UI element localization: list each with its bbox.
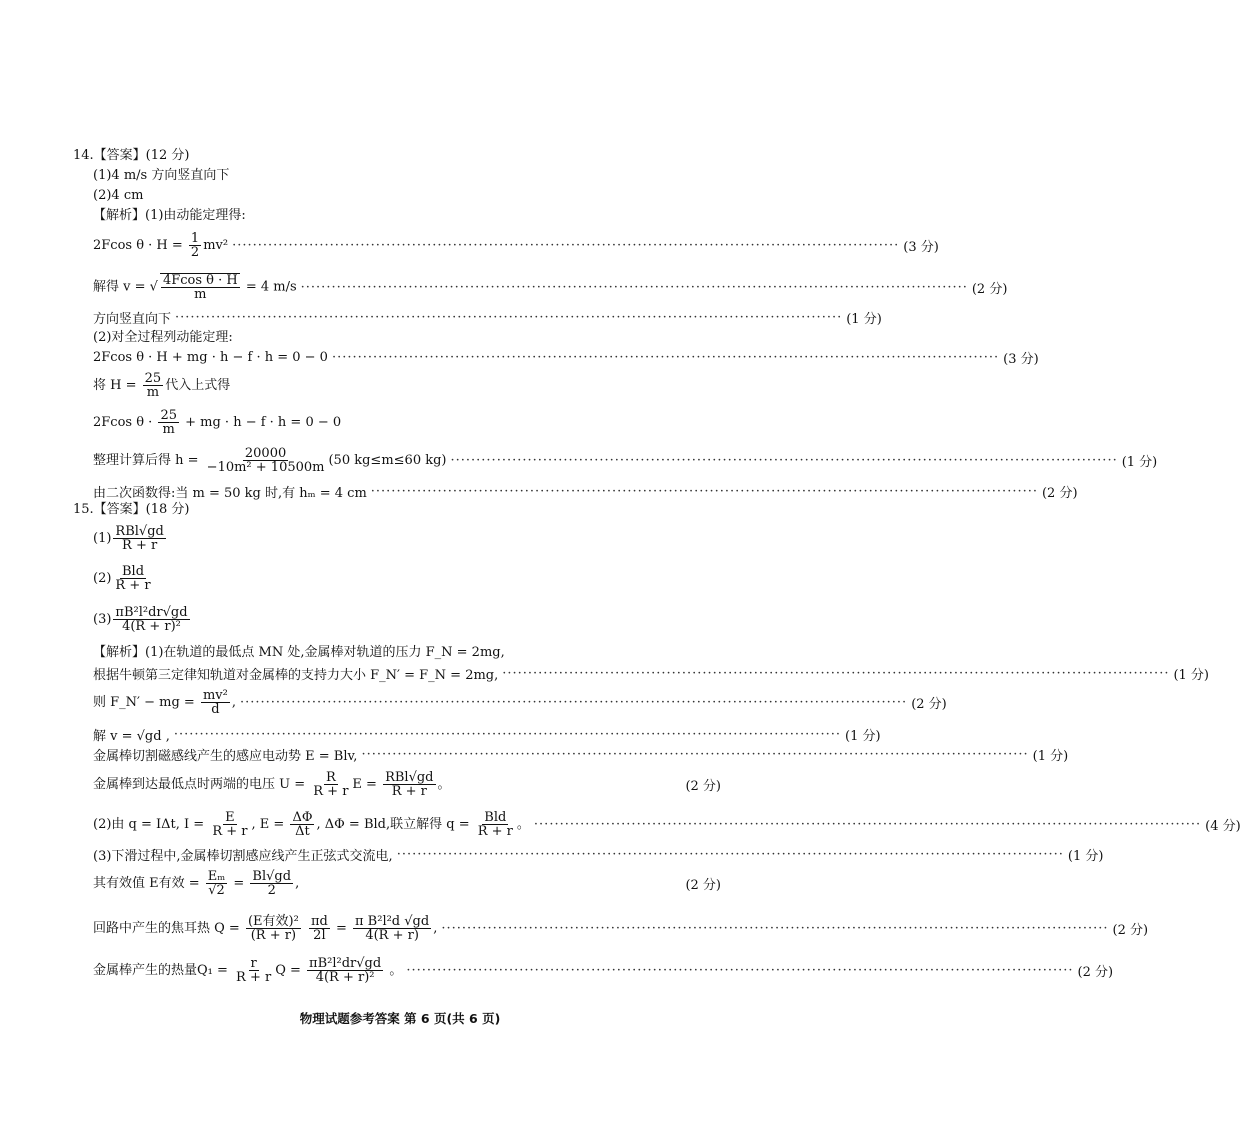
equation-text: (3)下滑过程中,金属棒切割感应线产生正弦式交流电, [93, 848, 393, 864]
fraction: $\frac{\text{Bld}}{R + r}$ [115, 563, 151, 593]
fraction: $\frac{\pi d}{2l}$ [310, 913, 328, 943]
equation-text: + mg · h − f · h = 0 − 0 [180, 414, 342, 430]
q15-step-2 [93, 664, 1210, 683]
q15-answer-1 [93, 522, 721, 554]
q14-step-9 [93, 482, 1078, 501]
equation-text: (50 kg≤m≤60 kg) [328, 452, 447, 468]
score: (2 分) [971, 281, 1008, 297]
equation-text: Q = [275, 962, 306, 978]
fraction: $\frac{\text{mv²}}{d}$ [202, 687, 228, 717]
equation-text: 。 [385, 962, 403, 978]
score: (2 分) [1041, 485, 1078, 501]
q15-step-3 [93, 686, 947, 718]
leader-dots: ·································································································································· [173, 726, 842, 742]
equation-text: 解得 v = [93, 279, 150, 295]
q14-step-3 [93, 308, 882, 327]
equation-text: 代入上式得 [165, 377, 231, 393]
score: (2 分) [685, 877, 721, 893]
equation-text: 方向竖直向下 [93, 311, 172, 327]
equation-text: 回路中产生的焦耳热 Q = [93, 920, 244, 936]
leader-dots: ·································································································································· [239, 694, 908, 710]
q15-step-7 [93, 807, 1241, 841]
fraction: $\frac{Bl√gd}{2}$ [252, 868, 292, 898]
q15-analysis-1: 【解析】(1)在轨道的最低点 MN 处,金属棒对轨道的压力 F_N = 2mg, [93, 645, 505, 660]
q15-heading: 15.【答案】(18 分) [73, 502, 190, 517]
score: (3 分) [903, 239, 939, 255]
fraction: $\frac{20000}{\text{−10m² + 10500m}}$ [206, 445, 325, 475]
leader-dots: ·································································································································· [331, 349, 1000, 365]
leader-dots: ·································································································································· [450, 452, 1118, 468]
leader-dots: ·································································································································· [361, 746, 1029, 762]
q14-step-1 [93, 230, 939, 260]
equation-text: 整理计算后得 h = [93, 452, 203, 468]
score: (2 分) [1112, 922, 1149, 938]
equation-text: , [433, 920, 438, 936]
equation-text: (1) [93, 530, 112, 546]
fraction: $\frac{\text{(E有效)²}}{(R + r)}$ [247, 913, 299, 943]
q14-analysis-heading: 【解析】(1)由动能定理得: [93, 208, 246, 223]
q14-step-2 [93, 270, 1008, 304]
q14-step-8 [93, 444, 1158, 476]
q15-step-6 [93, 768, 721, 800]
leader-dots: ·································································································································· [502, 665, 1170, 681]
leader-dots: ·································································································································· [300, 279, 968, 295]
leader-dots: ·································································································································· [533, 816, 1202, 832]
equation-text: 2Fcos θ · H = [93, 237, 187, 253]
score: (1 分) [845, 728, 881, 744]
fraction: $\frac{\text{Bld}}{R + r}$ [477, 809, 513, 839]
fraction: $\frac{25}{m}$ [160, 407, 177, 437]
score: (1 分) [1121, 454, 1158, 470]
fraction: $\frac{\text{4Fcos θ · H}}{m}$ [160, 273, 240, 301]
q15-step-10 [93, 910, 1149, 946]
equation-text: mv² [203, 237, 229, 253]
equation-text: 金属棒到达最低点时两端的电压 U = [93, 776, 310, 792]
equation-text: 根据牛顿第三定律知轨道对金属棒的支持力大小 F_N′ = F_N = 2mg, [93, 667, 499, 683]
sqrt-symbol: √ [149, 279, 158, 295]
leader-dots: ·································································································································· [175, 309, 843, 325]
equation-text: E = [352, 776, 382, 792]
equation-text: 由二次函数得:当 m = 50 kg 时,有 hₘ = 4 cm [93, 485, 367, 501]
fraction: $\frac{E}{R + r}$ [212, 809, 248, 839]
leader-dots: ·································································································································· [232, 237, 900, 253]
page-footer: 物理试题参考答案 第 6 页(共 6 页) [299, 1011, 501, 1026]
fraction: $\frac{\text{Eₘ}}{√2}$ [207, 868, 226, 898]
equation-text: = 4 m/s [241, 279, 297, 295]
q14-step-7 [93, 406, 721, 438]
q15-step-9 [93, 866, 721, 900]
q15-step-5 [93, 745, 1069, 764]
equation-text: 。 [516, 816, 530, 832]
fraction: $\frac{r}{R + r}$ [236, 955, 272, 985]
equation-text: 其有效值 E有效 = [93, 875, 204, 891]
fraction: $\frac{R}{R + r}$ [313, 769, 349, 799]
q14-answer-2: (2)4 cm [93, 188, 144, 203]
equation-text: (2)由 q = IΔt, I = [93, 816, 209, 832]
leader-dots: ·································································································································· [370, 483, 1038, 499]
equation-text: , [295, 875, 300, 891]
fraction: $\frac{\text{πB²l²dr√gd}}{\text{4(R + r)²}}$ [309, 955, 382, 985]
equation-text [303, 921, 307, 936]
fraction: $\frac{\Delta\Phi}{\Delta t}$ [292, 809, 313, 839]
score: (4 分) [1205, 818, 1241, 834]
fraction: $\frac{\text{π B²l²d √gd}}{4(R + r)}$ [355, 913, 430, 943]
leader-dots: ·································································································································· [441, 920, 1109, 936]
score: (1 分) [1173, 667, 1210, 683]
score: (2 分) [911, 696, 947, 712]
q15-step-8 [93, 845, 1104, 864]
equation-text: 将 H = [93, 377, 141, 393]
fraction: $\frac{\text{πB²l²dr√gd}}{\text{4(R + r)²}}$ [115, 604, 188, 634]
equation-text: 金属棒产生的热量Q₁ = [93, 962, 233, 978]
score: (1 分) [1067, 848, 1104, 864]
fraction: $\frac{\text{RBl√gd}}{R + r}$ [385, 769, 434, 799]
q14-heading: 14.【答案】(12 分) [73, 148, 190, 163]
equation-text: 则 F_N′ − mg = [93, 694, 199, 710]
equation-text: , ΔΦ = Bld,联立解得 q = [316, 816, 474, 832]
q14-answer-1: (1)4 m/s 方向竖直向下 [93, 168, 230, 183]
q14-step-4: (2)对全过程列动能定理: [93, 330, 233, 345]
equation-text: (3) [93, 611, 112, 627]
q14-step-5 [93, 348, 1039, 367]
equation-text: = [331, 920, 351, 936]
equation-text: 金属棒切割磁感线产生的感应电动势 E = Blv, [93, 748, 358, 764]
equation-text: 2Fcos θ · H + mg · h − f · h = 0 − 0 [93, 349, 328, 365]
score: (2 分) [1077, 964, 1114, 980]
q15-answer-2 [93, 562, 721, 594]
equation-text: , E = [251, 816, 289, 832]
equation-text: (2) [93, 570, 112, 586]
equation-text: 2Fcos θ · [93, 414, 157, 430]
q15-step-11 [93, 952, 1114, 988]
fraction: $\frac{25}{m}$ [144, 370, 162, 400]
q14-step-6 [93, 370, 721, 400]
score: (2 分) [685, 778, 721, 794]
fraction: $\frac{1}{2}$ [190, 230, 200, 260]
fraction: $\frac{\text{RBl√gd}}{R + r}$ [115, 523, 164, 553]
q15-answer-3 [93, 602, 721, 636]
q15-step-4 [93, 725, 881, 744]
score: (1 分) [1032, 748, 1069, 764]
equation-text: 解 v = √gd , [93, 728, 170, 744]
leader-dots: ·································································································································· [396, 846, 1064, 862]
leader-dots: ·································································································································· [406, 962, 1074, 978]
equation-text: = [229, 875, 249, 891]
equation-text: 。 [437, 776, 451, 792]
score: (1 分) [846, 311, 882, 327]
score: (3 分) [1003, 351, 1039, 367]
equation-text: , [231, 694, 236, 710]
